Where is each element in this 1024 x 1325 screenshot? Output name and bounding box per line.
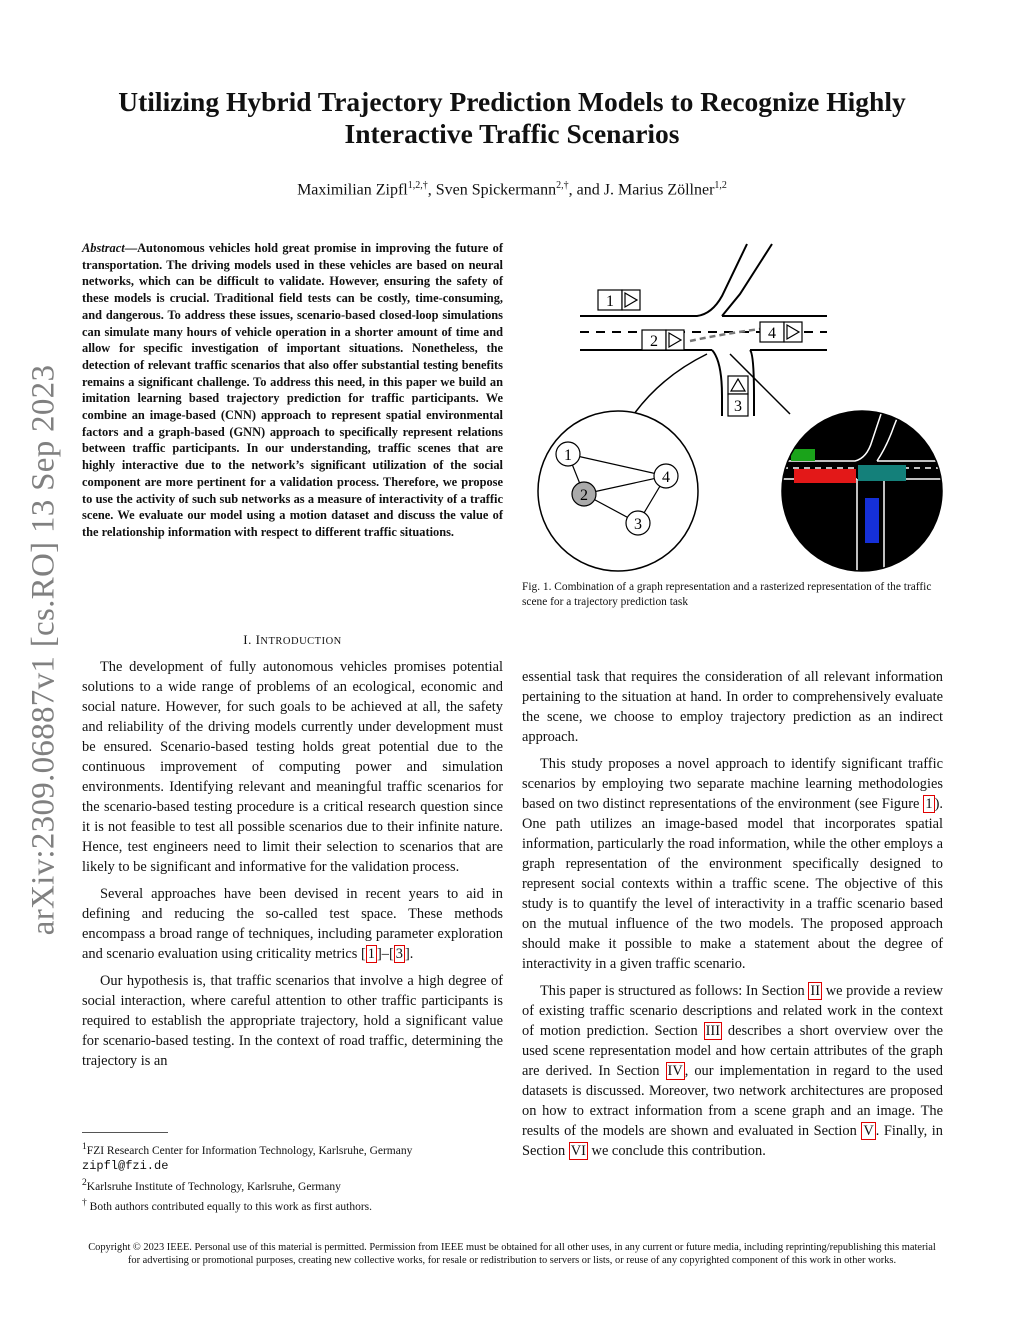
figure-caption: Fig. 1. Combination of a graph representation and a rasterized representation of the traffic scene for a trajectory prediction task bbox=[522, 581, 932, 608]
section-heading-introduction bbox=[82, 632, 503, 648]
raster-vehicle bbox=[858, 465, 906, 481]
section-link[interactable]: II bbox=[810, 983, 821, 999]
section-link[interactable]: IV bbox=[667, 1063, 683, 1079]
footnote-text: Karlsruhe Institute of Technology, Karlsruhe, Germany bbox=[86, 1180, 341, 1193]
paper-title: Utilizing Hybrid Trajectory Prediction Models to Recognize Highly Interactive Traffic Scenarios bbox=[118, 86, 906, 149]
graph-circle bbox=[538, 411, 698, 571]
author-affiliation: 1,2,† bbox=[407, 180, 428, 191]
graph-node-label: 2 bbox=[580, 487, 588, 504]
author-email[interactable]: zipfl@fzi.de bbox=[82, 1159, 169, 1174]
section-numeral: I. bbox=[243, 632, 256, 647]
road-edge bbox=[712, 350, 722, 416]
section-title-cap: I bbox=[255, 632, 261, 647]
raster-background bbox=[782, 411, 942, 571]
abstract-label: Abstract bbox=[82, 241, 125, 255]
footnote bbox=[82, 1195, 503, 1215]
footnote-mark: 1 bbox=[82, 1141, 87, 1152]
trajectory-line bbox=[690, 329, 760, 341]
paragraph-text: we provide a review of existing traffic scenario descriptions and related work in the context of motion prediction. Section bbox=[522, 983, 944, 1039]
road-edge bbox=[750, 350, 754, 416]
footnote bbox=[82, 1139, 503, 1175]
footnote-text: Both authors contributed equally to this work as first authors. bbox=[86, 1200, 373, 1213]
paragraph-text: This paper is structured as follows: In Section bbox=[540, 983, 809, 999]
raster-vehicle bbox=[794, 469, 856, 483]
author-name: Maximilian Zipfl bbox=[297, 181, 408, 199]
paragraph-text: ). One path utilizes an image-based model that incorporates spatial information, particularly the road information, while the other employs a graph representation of the environment specifically designed to represent social contexts within a traffic scene. The objective of this study is to quantify the level of interactivity in a traffic scenario based on the mutual influence of the two models. The proposed approach should make it possible to make a statement about the degree of interactivity in a given traffic scenario. bbox=[522, 796, 943, 972]
traffic-scene-figure bbox=[522, 236, 943, 576]
body-paragraph bbox=[522, 754, 943, 974]
paragraph-text: . Finally, in Section bbox=[522, 1123, 943, 1159]
section-title-rest: NTRODUCTION bbox=[260, 636, 342, 647]
vehicle-label: 3 bbox=[734, 398, 742, 415]
raster-vehicle bbox=[791, 449, 815, 461]
paragraph-text: This study proposes a novel approach to identify significant traffic scenarios by employing two separate machine learning methodologies based on two distinct representations of the environment (see Figure bbox=[522, 756, 943, 812]
figure-1 bbox=[522, 236, 943, 576]
citation-link[interactable]: 3 bbox=[395, 946, 403, 962]
footnote-mark: † bbox=[82, 1197, 87, 1209]
paragraph-text: we conclude this contribution. bbox=[587, 1143, 766, 1159]
body-paragraph bbox=[522, 981, 943, 1161]
vehicle-label: 4 bbox=[768, 325, 776, 342]
section-link[interactable]: VI bbox=[570, 1143, 586, 1159]
arxiv-identifier: arXiv:2309.06887v1 [cs.RO] 13 Sep 2023 bbox=[25, 364, 62, 936]
citation-range-dash: – bbox=[381, 946, 389, 962]
intro-paragraph: Our hypothesis is, that traffic scenarios that involve a high degree of social interaction, where careful attention to other traffic participants is required to establish the appropriate trajectory, hold a significant value for scenario-based testing. In the context of road traffic, determining the trajectory is an bbox=[82, 973, 503, 1069]
graph-node-label: 4 bbox=[662, 469, 670, 486]
footnotes bbox=[82, 1139, 503, 1215]
intro-paragraph: Several approaches have been devised in recent years to aid in defining and reducing the so-called test space. These methods encompass a broad range of techniques, including parameter exploration and scenario evaluation using criticality metrics [ 1 ]–[ 3 ]. bbox=[82, 886, 503, 962]
vehicle-label: 1 bbox=[606, 293, 614, 310]
graph-node-label: 3 bbox=[634, 516, 642, 533]
footnote-text: FZI Research Center for Information Technology, Karlsruhe, Germany bbox=[86, 1144, 413, 1157]
raster-image bbox=[782, 411, 942, 571]
footnote-mark: 2 bbox=[82, 1176, 87, 1188]
author-separator: , and bbox=[568, 181, 604, 199]
connector-line bbox=[634, 354, 707, 414]
footnote-rule bbox=[82, 1132, 168, 1133]
left-column-body bbox=[82, 657, 503, 1078]
raster-vehicle bbox=[865, 498, 879, 543]
vehicle-label: 2 bbox=[650, 333, 658, 350]
paragraph-text: , our implementation in regard to the used datasets is discussed. Moreover, two network architectures are proposed on how to extract information from a scene graph and an image. The results of the models are shown and evaluated in Section bbox=[522, 1063, 944, 1139]
author-name: Sven Spickermann bbox=[435, 181, 557, 199]
citation-link[interactable]: 1 bbox=[367, 946, 375, 962]
author-name: J. Marius Zöllner bbox=[603, 181, 715, 199]
body-paragraph: essential task that requires the consideration of all relevant information pertaining to the situation at hand. In order to comprehensively evaluate the scene, we choose to employ trajectory prediction as an indirect approach. bbox=[522, 669, 943, 745]
section-link[interactable]: III bbox=[705, 1023, 720, 1039]
paragraph-text: Several approaches have been devised in recent years to aid in defining and reducing the so-called test space. These methods encompass a broad range of techniques, including parameter exploration and scenario evaluation using criticality metrics bbox=[82, 886, 503, 962]
abstract bbox=[82, 240, 503, 541]
abstract-text: —Autonomous vehicles hold great promise in improving the future of transportation. The driving models used in these vehicles are based on neural networks, which can be difficult to validate. However, ensuring the safety of these models is crucial. Traditional field tests can be costly, time-consuming, and dangerous. To address these issues, scenario-based closed-loop simulations can simulate many hours of vehicle operation in a shorter amount of time and allow for specific investigation of important situations. Nonetheless, the detection of relevant traffic scenarios that also offer substantial testing benefits remains a significant challenge. To address this need, in this paper we build an imitation learning based trajectory prediction for traffic participants. We combine an image-based (CNN) approach to represent spatial environmental factors and a graph-based (GNN) approach to specifically represent relations between traffic participants. In our understanding, traffic scenes that are highly interactive due to the network’s significant utilization of the social component are more pertinent for a validation process. Therefore, we propose to use the activity of such sub networks as a measure of interactivity of a traffic scene. We evaluate our model using a motion dataset and discuss the value of the relationship information with respect to different traffic situations. bbox=[82, 241, 503, 539]
author-separator: , bbox=[427, 181, 436, 199]
copyright-notice: Copyright © 2023 IEEE. Personal use of this material is permitted. Permission from IEEE must be obtained for all other uses, in any current or future media, including reprinting/republishing this material for advertising or promotional purposes, creating new collective works, for resale or redistribution to servers or lists, or reuse of any copyrighted component of this work in other works. bbox=[88, 1242, 936, 1267]
section-link[interactable]: V bbox=[863, 1123, 874, 1139]
author-list bbox=[60, 180, 964, 199]
intro-paragraph: The development of fully autonomous vehicles promises potential solutions to a wide range of problems of an ecological, economic and social nature. However, for such goals to be achieved at all, the safety and reliability of the driving models currently under development must be ensured. Scenario-based testing holds great potential due to the continuous improvement of computing power and simulation environments. Identifying relevant and meaningful traffic scenarios for the scenario-based testing procedure is a critical research question since it is not feasible to test all possible scenarios due to their infinite nature. Hence, test engineers need to limit their selection to scenarios that are likely to be significant and informative for the validation process. bbox=[82, 659, 503, 875]
right-column-body bbox=[522, 667, 943, 1168]
graph-node-label: 1 bbox=[564, 447, 572, 464]
author-affiliation: 1,2 bbox=[714, 180, 727, 191]
paragraph-text: . bbox=[409, 946, 414, 962]
footnote bbox=[82, 1175, 503, 1195]
paragraph-text: describes a short overview over the used scene representation model and how certain attributes of the graph are derived. In Section bbox=[522, 1023, 943, 1079]
author-affiliation: 2,† bbox=[556, 180, 569, 191]
figure-link[interactable]: 1 bbox=[925, 796, 933, 812]
